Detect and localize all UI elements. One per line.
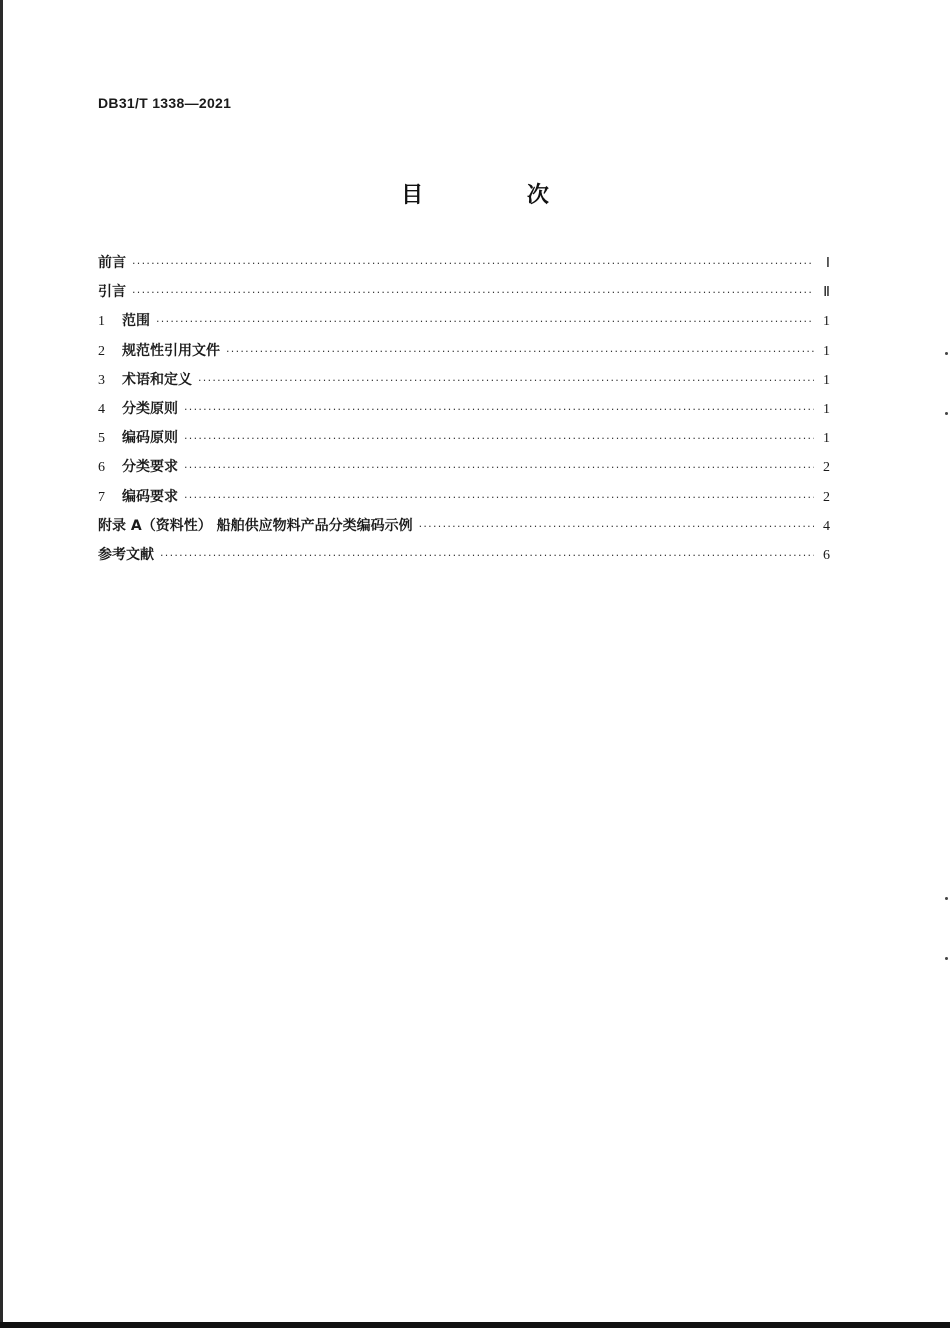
scan-edge-mark [945, 897, 948, 900]
toc-title: 目 次 [401, 183, 597, 208]
toc-entry-number: 7 [98, 489, 105, 505]
toc-entry-page: 4 [823, 518, 830, 534]
toc-entry-appendix-a[interactable] [98, 515, 830, 544]
toc-entry-label: 引言 [98, 284, 126, 301]
toc-leader-dots [198, 374, 814, 387]
toc-entry-page: 1 [823, 372, 830, 388]
toc-entry-page: 1 [823, 314, 830, 330]
toc-entry-label: 编码要求 [122, 488, 178, 505]
toc-entry-label: 分类原则 [122, 400, 178, 417]
toc-entry-foreword[interactable] [98, 252, 830, 281]
toc-leader-dots [184, 491, 814, 504]
table-of-contents [98, 252, 830, 573]
scan-bottom-border [0, 1322, 950, 1328]
toc-entry-page: 1 [823, 343, 830, 359]
toc-entry-label: 分类要求 [122, 459, 178, 476]
toc-entry-normative-references[interactable] [98, 340, 830, 369]
toc-leader-dots [419, 520, 814, 533]
toc-entry-number: 5 [98, 431, 105, 447]
toc-entry-label: 参考文献 [98, 546, 154, 563]
toc-entry-coding-principles[interactable] [98, 427, 830, 456]
toc-leader-dots [160, 549, 814, 562]
toc-leader-dots [184, 432, 814, 445]
toc-leader-dots [132, 286, 814, 299]
toc-entry-page: 2 [823, 489, 830, 505]
toc-leader-dots [226, 345, 814, 358]
toc-entry-label: 术语和定义 [122, 371, 192, 388]
toc-leader-dots [184, 461, 814, 474]
toc-entry-page: Ⅱ [823, 285, 830, 301]
toc-entry-number: 3 [98, 372, 105, 388]
toc-entry-bibliography[interactable] [98, 544, 830, 573]
toc-entry-label: 范围 [122, 313, 150, 330]
toc-entry-classification-principles[interactable] [98, 398, 830, 427]
toc-entry-page: Ⅰ [825, 256, 830, 271]
toc-entry-page: 2 [823, 460, 830, 476]
toc-entry-number: 1 [98, 314, 105, 330]
toc-entry-introduction[interactable] [98, 281, 830, 310]
toc-entry-coding-requirements[interactable] [98, 486, 830, 515]
toc-entry-number: 2 [98, 343, 105, 359]
toc-leader-dots [184, 403, 814, 416]
toc-entry-number: 4 [98, 401, 105, 417]
scan-edge-mark [945, 957, 948, 960]
standard-code: DB31/T 1338—2021 [98, 95, 232, 111]
toc-entry-label: 编码原则 [122, 430, 178, 447]
toc-entry-terms-definitions[interactable] [98, 369, 830, 398]
toc-entry-label: 附录 A（资料性） 船舶供应物料产品分类编码示例 [98, 517, 413, 534]
toc-entry-number: 6 [98, 460, 105, 476]
toc-entry-classification-requirements[interactable] [98, 456, 830, 485]
toc-entry-page: 1 [823, 401, 830, 417]
toc-leader-dots [132, 257, 814, 270]
toc-entry-page: 1 [823, 431, 830, 447]
toc-leader-dots [156, 315, 814, 328]
toc-entry-label: 规范性引用文件 [122, 342, 220, 359]
scan-edge-mark [945, 412, 948, 415]
toc-entry-label: 前言 [98, 255, 126, 271]
toc-entry-scope[interactable] [98, 310, 830, 339]
scan-edge-mark [945, 352, 948, 355]
toc-entry-page: 6 [823, 547, 830, 563]
